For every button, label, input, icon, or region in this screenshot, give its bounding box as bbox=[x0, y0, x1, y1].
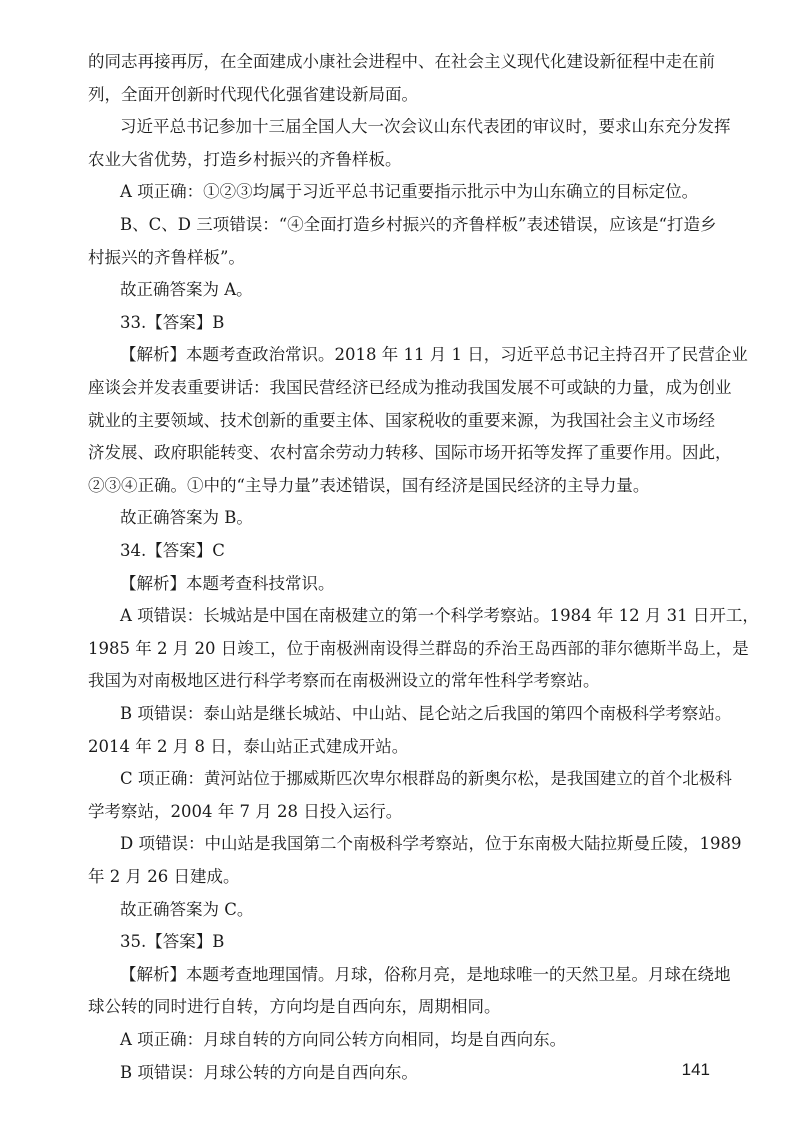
text-line: 列，全面开创新时代现代化强省建设新局面。 bbox=[88, 84, 418, 104]
text-line: A 项错误：长城站是中国在南极建立的第一个科学考察站。1984 年 12 月 31 日开工， bbox=[120, 606, 759, 626]
text-line: 就业的主要领域、技术创新的重要主体、国家税收的重要来源，为我国社会主义市场经 bbox=[88, 410, 715, 430]
text-line: 的同志再接再厉，在全面建成小康社会进程中、在社会主义现代化建设新征程中走在前 bbox=[88, 52, 715, 71]
answer-heading-34: 34.【答案】C bbox=[120, 541, 225, 560]
text-line: A 项正确：月球自转的方向同公转方向相同，均是自西向东。 bbox=[120, 1030, 567, 1049]
text-line: 【解析】本题考查地理国情。月球，俗称月亮，是地球唯一的天然卫星。月球在绕地 bbox=[120, 964, 731, 984]
page-number: 141 bbox=[681, 1060, 710, 1079]
text-line: 故正确答案为 A。 bbox=[120, 280, 253, 300]
text-line: 故正确答案为 C。 bbox=[120, 899, 254, 919]
answer-heading-35: 35.【答案】B bbox=[120, 932, 225, 952]
text-line: 习近平总书记参加十三届全国人大一次会议山东代表团的审议时，要求山东充分发挥 bbox=[120, 117, 731, 137]
text-line: 年 2 月 26 日建成。 bbox=[88, 867, 240, 886]
text-line: 座谈会并发表重要讲话：我国民营经济已经成为推动我国发展不可或缺的力量，成为创业 bbox=[88, 378, 732, 397]
text-line: 学考察站，2004 年 7 月 28 日投入运行。 bbox=[88, 801, 403, 821]
text-line: 1985 年 2 月 20 日竣工，位于南极洲南设得兰群岛的乔治王岛西部的菲尔德斯半岛上，是 bbox=[88, 638, 749, 658]
text-line: 【解析】本题考查科技常识。 bbox=[120, 573, 335, 593]
text-line: B 项错误：泰山站是继长城站、中山站、昆仑站之后我国的第四个南极科学考察站。 bbox=[120, 704, 732, 723]
text-line: B、C、D 三项错误：“④全面打造乡村振兴的齐鲁样板”表述错误，应该是“打造乡 bbox=[120, 215, 717, 234]
text-line: A 项正确：①②③均属于习近平总书记重要指示批示中为山东确立的目标定位。 bbox=[120, 182, 699, 202]
text-line: 球公转的同时进行自转，方向均是自西向东，周期相同。 bbox=[88, 997, 501, 1017]
text-line: ②③④正确。①中的“主导力量”表述错误，国有经济是国民经济的主导力量。 bbox=[88, 475, 650, 495]
text-line: 【解析】本题考查政治常识。2018 年 11 月 1 日，习近平总书记主持召开了民营企业 bbox=[120, 345, 748, 365]
text-line: 2014 年 2 月 8 日，泰山站正式建成开站。 bbox=[88, 736, 409, 756]
text-line: 农业大省优势，打造乡村振兴的齐鲁样板。 bbox=[88, 149, 402, 169]
text-line: 我国为对南极地区进行科学考察而在南极洲设立的常年性科学考察站。 bbox=[88, 671, 600, 691]
text-line: 故正确答案为 B。 bbox=[120, 508, 253, 528]
text-line: 村振兴的齐鲁样板”。 bbox=[88, 247, 245, 267]
answer-heading-33: 33.【答案】B bbox=[120, 312, 225, 332]
text-line: C 项正确：黄河站位于挪威斯匹次卑尔根群岛的新奥尔松，是我国建立的首个北极科 bbox=[120, 769, 732, 789]
text-line: D 项错误：中山站是我国第二个南极科学考察站，位于东南极大陆拉斯曼丘陵，1989 bbox=[120, 834, 742, 854]
text-line: 济发展、政府职能转变、农村富余劳动力转移、国际市场开拓等发挥了重要作用。因此， bbox=[88, 443, 732, 463]
text-line: B 项错误：月球公转的方向是自西向东。 bbox=[120, 1062, 418, 1082]
